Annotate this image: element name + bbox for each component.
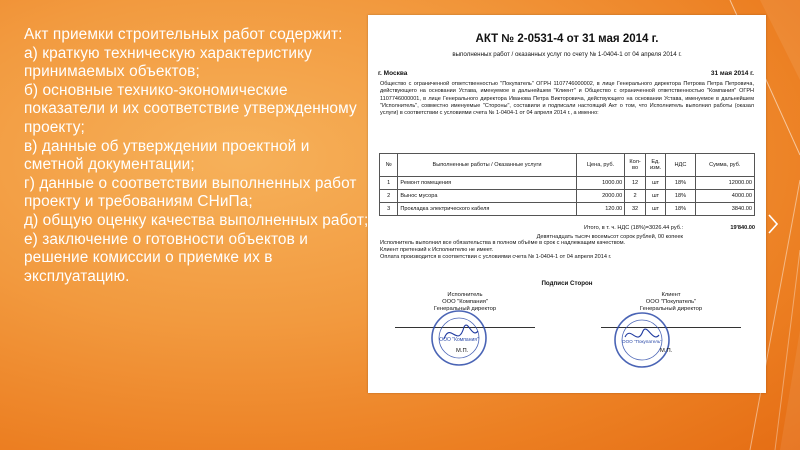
sig-org: ООО "Покупатель" — [645, 299, 697, 305]
sig-title: Генеральный директор — [639, 306, 703, 312]
document-notes — [380, 240, 754, 262]
row-number: 1 — [380, 177, 398, 190]
document-intro: Общество с ограниченной ответственностью "Покупатель" ОГРН 1107746000002, в лице Генерального директора Петрова Петра Петровича, действующего на основании Устава, именуемое в дальнейшем "Клиент" и Общество с ограниченной ответственностью "Компания" ОГРН 1107746000001, в лице Генерального директора Иванова Петра Викторовича, действующего на основании Устава, именуемое в дальнейшем "Исполнитель", совместно именуемые "Стороны", составили и подписали настоящий Акт о том, что Исполнитель выполнил работы (оказал услуги) в соответствии с условиями счета № 1-0404-1 от 04 апреля 2014 г., а именно: — [380, 81, 754, 117]
col-vat: НДС — [666, 154, 695, 177]
row-service: Прокладка электрического кабеля — [398, 203, 576, 216]
signatures-title: Подписи Сторон — [541, 280, 593, 287]
row-sum: 12000.00 — [695, 177, 754, 190]
row-qty: 32 — [625, 203, 646, 216]
total-label: Итого, в т. ч. НДС (18%)=3026.44 руб.: — [584, 224, 683, 231]
col-unit: Ед. изм. — [645, 154, 666, 177]
row-price: 120.00 — [576, 203, 625, 216]
table-row — [380, 177, 755, 190]
stamp-text: ООО "Покупатель" — [622, 339, 662, 344]
row-sum: 3840.00 — [695, 203, 754, 216]
row-unit: шт — [645, 190, 666, 203]
row-service: Ремонт помещения — [398, 177, 576, 190]
sig-org: ООО "Компания" — [442, 299, 488, 305]
document-date: 31 мая 2014 г. — [710, 70, 754, 77]
client-stamp — [613, 311, 671, 369]
row-qty: 2 — [625, 190, 646, 203]
sig-role: Клиент — [661, 292, 681, 298]
document-city: г. Москва — [378, 70, 408, 77]
services-table — [379, 153, 755, 216]
row-vat: 18% — [666, 190, 695, 203]
table-row — [380, 203, 755, 216]
col-qty: Кол-во — [625, 154, 646, 177]
total-in-words: Девятнадцать тысяч восемьсот сорок рублей, 00 копеек — [536, 233, 683, 240]
row-number: 2 — [380, 190, 398, 203]
stamp-text: ООО "Компания" — [439, 337, 479, 343]
row-unit: шт — [645, 203, 666, 216]
col-price: Цена, руб. — [576, 154, 625, 177]
note-line: Оплата производится в соответствии с условиями счета № 1-0404-1 от 04 апреля 2014 г. — [380, 254, 612, 261]
row-unit: шт — [645, 177, 666, 190]
note-line: Исполнитель выполнил все обязательства в полном объёме в срок с надлежащим качеством. — [380, 240, 626, 246]
row-price: 1000.00 — [576, 177, 625, 190]
row-vat: 18% — [666, 177, 695, 190]
col-number: № — [380, 154, 398, 177]
table-row — [380, 190, 755, 203]
sig-title: Генеральный директор — [433, 306, 497, 312]
document-subtitle: выполненных работ / оказанных услуг по счету № 1-0404-1 от 04 апреля 2014 г. — [452, 51, 682, 58]
row-service: Вынос мусора — [398, 190, 576, 203]
col-sum: Сумма, руб. — [695, 154, 754, 177]
total-value: 19'840.00 — [730, 224, 755, 231]
slide-body-text: Акт приемки строительных работ содержит: а) краткую техническую характеристику принимаемых объектов; б) основные технико-экономические показатели и их соответствие утвержденному проекту; в) данные об утверждении проектной и сметной документации; г) данные о соответствии выполненных работ проекту и требованиям СНиПа; д) общую оценку качества выполненных работ; е) заключение о готовности объектов и решение комиссии о приемке их в эксплуатацию. — [24, 26, 369, 285]
row-price: 2000.00 — [576, 190, 625, 203]
col-service: Выполненные работы / Оказанные услуги — [398, 154, 576, 177]
row-vat: 18% — [666, 203, 695, 216]
row-qty: 12 — [625, 177, 646, 190]
act-document-image — [368, 15, 766, 393]
table-header-row — [380, 154, 755, 177]
sig-role: Исполнитель — [447, 292, 483, 298]
company-stamp — [430, 309, 488, 367]
row-sum: 4000.00 — [695, 190, 754, 203]
note-line: Клиент претензий к Исполнителю не имеет. — [380, 247, 494, 254]
document-title: АКТ № 2-0531-4 от 31 мая 2014 г. — [475, 33, 659, 45]
row-number: 3 — [380, 203, 398, 216]
seal-place-right: М.П. — [660, 348, 673, 354]
seal-place-left: М.П. — [456, 348, 469, 354]
chevron-right-icon[interactable] — [768, 214, 778, 234]
totals-block — [379, 223, 755, 241]
